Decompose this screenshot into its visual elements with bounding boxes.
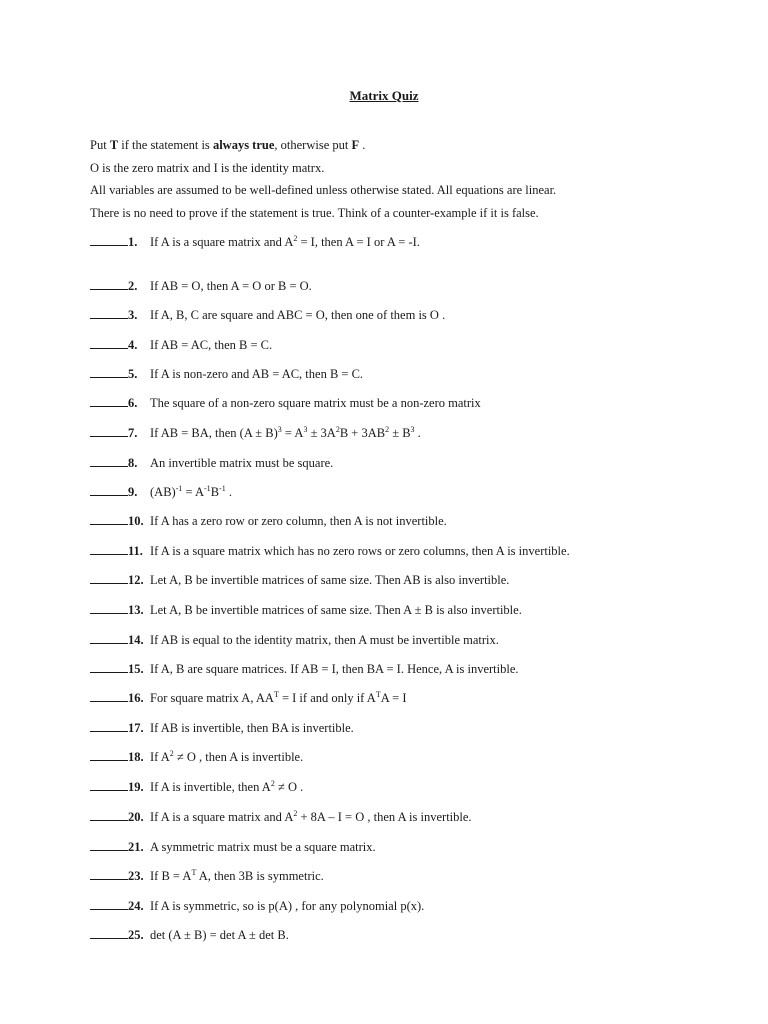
- statement-text: If A is a square matrix and A: [150, 235, 294, 249]
- superscript: T: [375, 690, 381, 699]
- question-number: 18.: [128, 750, 144, 764]
- question-item: [90, 454, 730, 472]
- statement-text: If A: [150, 750, 170, 764]
- answer-blank[interactable]: [90, 778, 128, 791]
- question-statement: [150, 571, 509, 589]
- question-item: [90, 631, 730, 649]
- question-statement: [150, 660, 519, 678]
- question-number: 11.: [128, 544, 143, 558]
- superscript: -1: [204, 484, 211, 493]
- statement-text: = A: [182, 485, 205, 499]
- answer-blank[interactable]: [90, 897, 128, 910]
- question-item: [90, 542, 730, 560]
- question-item: [90, 306, 730, 324]
- answer-blank[interactable]: [90, 336, 128, 349]
- answer-blank[interactable]: [90, 601, 128, 614]
- question-number: 15.: [128, 662, 144, 676]
- question-number: 25.: [128, 928, 144, 942]
- statement-text: If A is invertible, then A: [150, 780, 271, 794]
- instruction-line-4: There is no need to prove if the statement is true. Think of a counter-example if it is false.: [90, 205, 539, 220]
- question-number: 8.: [128, 456, 138, 470]
- instructions: [90, 137, 710, 227]
- superscript: 2: [293, 234, 298, 243]
- answer-blank[interactable]: [90, 542, 128, 555]
- question-statement: [150, 926, 289, 944]
- answer-blank[interactable]: [90, 277, 128, 290]
- question-statement: [150, 808, 472, 826]
- question-item: [90, 365, 730, 383]
- statement-text: If AB = O, then A = O or B = O.: [150, 279, 312, 293]
- question-number: 4.: [128, 338, 138, 352]
- question-number: 7.: [128, 426, 138, 440]
- statement-text: If A is a square matrix which has no zero rows or zero columns, then A is invertible.: [150, 544, 570, 558]
- superscript: 2: [293, 809, 298, 818]
- statement-text: ≠ O .: [274, 780, 304, 794]
- answer-blank[interactable]: [90, 394, 128, 407]
- question-number: 2.: [128, 279, 138, 293]
- question-statement: [150, 336, 272, 354]
- statement-text: A symmetric matrix must be a square matrix.: [150, 840, 376, 854]
- statement-text: If A is non-zero and AB = AC, then B = C.: [150, 367, 364, 381]
- statement-text: If AB is invertible, then BA is invertible.: [150, 721, 354, 735]
- superscript: 2: [335, 425, 340, 434]
- answer-blank[interactable]: [90, 571, 128, 584]
- question-number: 21.: [128, 840, 144, 854]
- statement-text: = I, then A = I or A = -I.: [297, 235, 420, 249]
- instr-always-true: always true: [212, 138, 275, 152]
- statement-text: det (A ± B) = det A ± det B.: [150, 928, 289, 942]
- question-item: [90, 808, 730, 826]
- question-item: [90, 926, 730, 944]
- question-item: [90, 277, 730, 295]
- answer-blank[interactable]: [90, 808, 128, 821]
- question-statement: [150, 897, 424, 915]
- question-item: [90, 778, 730, 796]
- question-item: [90, 867, 730, 885]
- superscript: 2: [270, 779, 275, 788]
- answer-blank[interactable]: [90, 424, 128, 437]
- question-statement: [150, 394, 481, 412]
- answer-blank[interactable]: [90, 838, 128, 851]
- question-number: 19.: [128, 780, 144, 794]
- statement-text: If A is a square matrix and A: [150, 810, 294, 824]
- statement-text: Let A, B be invertible matrices of same size. Then A ± B is also invertible.: [150, 603, 522, 617]
- question-item: [90, 689, 730, 707]
- answer-blank[interactable]: [90, 365, 128, 378]
- answer-blank[interactable]: [90, 483, 128, 496]
- statement-text: + 8A – I = O , then A is invertible.: [297, 810, 472, 824]
- instr-text: Put: [90, 138, 110, 152]
- question-item: [90, 748, 730, 766]
- statement-text: B: [210, 485, 220, 499]
- question-number: 23.: [128, 869, 144, 883]
- question-statement: [150, 277, 312, 295]
- question-statement: [150, 306, 445, 324]
- question-statement: [150, 601, 522, 619]
- statement-text: If A is symmetric, so is p(A) , for any polynomial p(x).: [150, 899, 425, 913]
- superscript: 2: [385, 425, 390, 434]
- page-title: Matrix Quiz: [349, 88, 419, 103]
- statement-text: If A, B, C are square and ABC = O, then one of them is O .: [150, 308, 446, 322]
- question-statement: [150, 424, 421, 442]
- question-item: [90, 897, 730, 915]
- statement-text: (AB): [150, 485, 176, 499]
- question-number: 3.: [128, 308, 138, 322]
- question-number: 1.: [128, 235, 138, 249]
- question-statement: [150, 512, 447, 530]
- question-item: [90, 336, 730, 354]
- statement-text: A = I: [380, 691, 407, 705]
- answer-blank[interactable]: [90, 631, 128, 644]
- statement-text: If A has a zero row or zero column, then A is not invertible.: [150, 514, 447, 528]
- question-item: [90, 233, 730, 251]
- statement-text: If AB = BA, then (A ± B): [150, 426, 278, 440]
- instr-text: , otherwise put: [274, 138, 352, 152]
- statement-text: = I if and only if A: [278, 691, 376, 705]
- statement-text: = A: [281, 426, 304, 440]
- question-statement: [150, 867, 324, 885]
- statement-text: B + 3AB: [339, 426, 386, 440]
- statement-text: .: [414, 426, 421, 440]
- answer-blank[interactable]: [90, 306, 128, 319]
- question-statement: [150, 719, 354, 737]
- instr-false-letter: F: [351, 138, 360, 152]
- question-statement: [150, 454, 333, 472]
- question-statement: [150, 233, 420, 251]
- answer-blank[interactable]: [90, 689, 128, 702]
- question-number: 20.: [128, 810, 144, 824]
- statement-text: A, then 3B is symmetric.: [196, 869, 324, 883]
- statement-text: ≠ O , then A is invertible.: [173, 750, 304, 764]
- question-number: 10.: [128, 514, 144, 528]
- statement-text: ± B: [389, 426, 411, 440]
- superscript: 2: [169, 749, 174, 758]
- answer-blank[interactable]: [90, 454, 128, 467]
- question-statement: [150, 838, 376, 856]
- question-statement: [150, 631, 499, 649]
- question-item: [90, 660, 730, 678]
- superscript: T: [273, 690, 279, 699]
- statement-text: If AB is equal to the identity matrix, then A must be invertible matrix.: [150, 633, 499, 647]
- statement-text: Let A, B be invertible matrices of same size. Then AB is also invertible.: [150, 573, 510, 587]
- answer-blank[interactable]: [90, 512, 128, 525]
- statement-text: .: [225, 485, 232, 499]
- answer-blank[interactable]: [90, 867, 128, 880]
- statement-text: An invertible matrix must be square.: [150, 456, 334, 470]
- question-statement: [150, 542, 570, 560]
- question-item: [90, 571, 730, 589]
- question-number: 9.: [128, 485, 138, 499]
- question-number: 16.: [128, 691, 144, 705]
- superscript: 3: [410, 425, 415, 434]
- statement-text: For square matrix A, AA: [150, 691, 274, 705]
- question-statement: [150, 778, 303, 796]
- answer-blank[interactable]: [90, 719, 128, 732]
- statement-text: The square of a non-zero square matrix must be a non-zero matrix: [150, 396, 481, 410]
- instr-true-letter: T: [109, 138, 119, 152]
- question-number: 12.: [128, 573, 144, 587]
- question-item: [90, 838, 730, 856]
- superscript: -1: [219, 484, 226, 493]
- statement-text: If B = A: [150, 869, 192, 883]
- question-statement: [150, 748, 303, 766]
- question-item: [90, 601, 730, 619]
- superscript: -1: [175, 484, 183, 493]
- answer-blank[interactable]: [90, 748, 128, 761]
- question-number: 6.: [128, 396, 138, 410]
- question-statement: [150, 689, 407, 707]
- question-statement: [150, 483, 232, 501]
- statement-text: If A, B are square matrices. If AB = I, then BA = I. Hence, A is invertible.: [150, 662, 519, 676]
- question-item: [90, 424, 730, 442]
- superscript: T: [191, 868, 197, 877]
- question-number: 5.: [128, 367, 138, 381]
- question-number: 17.: [128, 721, 144, 735]
- statement-text: If AB = AC, then B = C.: [150, 338, 273, 352]
- answer-blank[interactable]: [90, 926, 128, 939]
- question-number: 24.: [128, 899, 144, 913]
- question-item: [90, 483, 730, 501]
- question-item: [90, 394, 730, 412]
- instr-text: if the statement is: [118, 138, 213, 152]
- instruction-line-1: [90, 137, 710, 160]
- instruction-line-2: O is the zero matrix and I is the identity matrx.: [90, 160, 325, 175]
- answer-blank[interactable]: [90, 233, 128, 246]
- question-item: [90, 719, 730, 737]
- question-item: [90, 512, 730, 530]
- superscript: 3: [303, 425, 308, 434]
- statement-text: ± 3A: [307, 426, 336, 440]
- question-number: 13.: [128, 603, 144, 617]
- question-number: 14.: [128, 633, 144, 647]
- instruction-line-3: All variables are assumed to be well-defined unless otherwise stated. All equations are linear.: [90, 183, 557, 197]
- instr-text: .: [359, 138, 366, 152]
- question-statement: [150, 365, 363, 383]
- answer-blank[interactable]: [90, 660, 128, 673]
- superscript: 3: [277, 425, 282, 434]
